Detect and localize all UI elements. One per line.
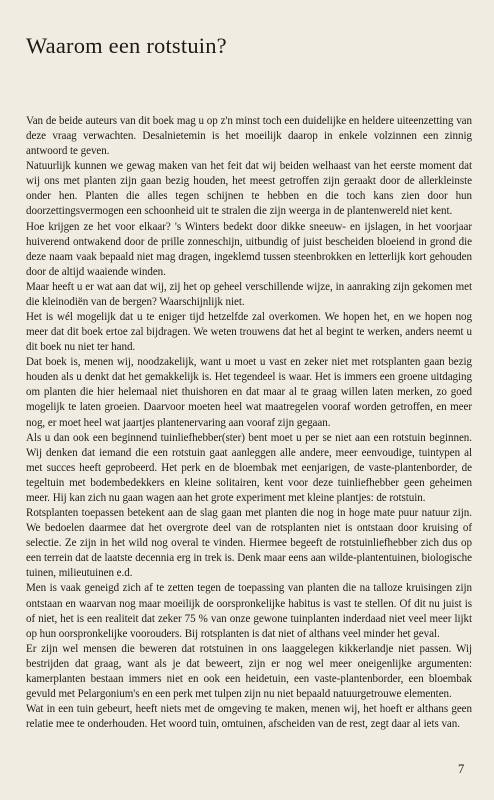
paragraph: Natuurlijk kunnen we gewag maken van het feit dat wij beiden welhaast van het eerste moment dat wij ons met planten zijn gaan bezig houden, het meest getroffen zijn geraakt door de allerkleinste onder hen. Planten die alles tegen schijnen te hebben en die toch kans zien door hun doorzettingsvermogen een schoonheid uit te stralen die zijn weerga in de plantenwereld niet kent.	[26, 160, 472, 218]
paragraph: Wat in een tuin gebeurt, heeft niets met de omgeving te maken, menen wij, het hoeft er althans geen relatie mee te onderhouden. Het woord tuin, omtuinen, afscheiden van de rest, zegt daar al iets van.	[26, 703, 472, 731]
paragraph: Rotsplanten toepassen betekent aan de slag gaan met planten die nog in hoge mate puur natuur zijn. We bedoelen daarmee dat het overgrote deel van de rotsplanten niet is ontstaan door kruising of selectie. Ze zijn in het wild nog overal te vinden. Hiermee begeeft de rotstuinliefhebber zich dus op een terrein dat de laatste decennia erg in trek is. Denk maar eens aan wilde-plantentuinen, biologische tuinen, milieutuinen e.d.	[26, 507, 472, 580]
paragraph: Van de beide auteurs van dit boek mag u op z'n minst toch een duidelijke en heldere uiteenzetting van deze vraag verwachten. Desalnietemin is het moeilijk daarop in enkele volzinnen een zinnig antwoord te geven.	[26, 115, 472, 158]
body-text	[26, 114, 472, 732]
page-number: 7	[458, 762, 465, 776]
paragraph: Maar heeft u er wat aan dat wij, zij het op geheel verschillende wijze, in aanraking zijn gekomen met die kleinodiën van de bergen? Waarschijnlijk niet.	[26, 280, 472, 308]
paragraph: Dat boek is, menen wij, noodzakelijk, want u moet u vast en zeker niet met rotsplanten gaan bezig houden als u denkt dat het gemakkelijk is. Het tegendeel is waar. Het is immers een groene uitdaging om planten die hier helemaal niet thuishoren en dat maar al te graag willen laten merken, zo goed mogelijk te laten groeien. Daarvoor moeten heel wat maatregelen vooraf worden getroffen, en meer nog, er moet heel wat jaartjes plantenervaring aan vooraf zijn gegaan.	[26, 356, 472, 429]
paragraph: Men is vaak geneigd zich af te zetten tegen de toepassing van planten die na talloze kruisingen zijn ontstaan en waarvan nog maar moeilijk de oorspronkelijke habitus is vast te stellen. Of dit nu juist is of niet, het is een realiteit dat zeker 75 % van onze gewone tuinplanten inderdaad niet veel meer lijkt op hun oorspronkelijke voorouders. Bij rotsplanten is dat niet of althans veel minder het geval.	[26, 582, 472, 640]
paragraph: Hoe krijgen ze het voor elkaar? 's Winters bedekt door dikke sneeuw- en ijslagen, in het voorjaar huiverend ontwakend door de prille zonneschijn, uitbundig of juist bescheiden bloeiend in grond die deze naam vaak bepaald niet mag dragen, ingeklemd tussen steenbrokken en letterlijk kort gehouden door de altijd waaiende winden.	[26, 220, 472, 278]
paragraph: Er zijn wel mensen die beweren dat rotstuinen in ons laaggelegen kikkerlandje niet passen. Wij bestrijden dat graag, want als je dat beweert, zijn er nog wel meer oneigenlijke argumenten: kamerplanten bestaan immers niet en ook een heidetuin, een vaste-plantenborder, een bloembak gevuld met Pelargonium's en een perk met tulpen zijn nu niet bepaald natuurgetrouwe elementen.	[26, 642, 472, 700]
paragraph: Het is wél mogelijk dat u te eniger tijd hetzelfde zal overkomen. We hopen het, en we hopen nog meer dat dit boek ertoe zal bijdragen. We weten trouwens dat het al begint te werken, anders neemt u dit boek nu niet ter hand.	[26, 311, 472, 354]
page-title: Waarom een rotstuin?	[26, 33, 227, 58]
paragraph: Als u dan ook een beginnend tuinliefhebber(ster) bent moet u per se niet aan een rotstuin beginnen. Wij denken dat iemand die een rotstuin gaat aanleggen alle andere, meer eenvoudige, tuintypen al met succes heeft geprobeerd. Het perk en de bloembak met eenjarigen, de vaste-plantenborder, de tegeltuin met bodembedekkers en kleine solitairen, kent voor deze tuinliefhebber geen geheimen meer. Hij kan zich nu gaan wagen aan het grote experiment met kleine plantjes: de rotstuin.	[26, 431, 472, 504]
